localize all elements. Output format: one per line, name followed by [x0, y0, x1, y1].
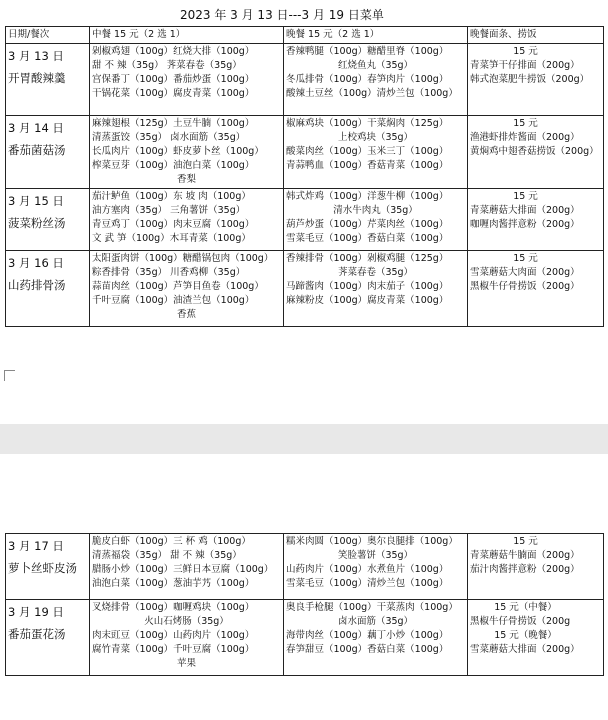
date-cell — [6, 116, 90, 189]
menu-title: 2023 年 3 月 13 日---3 月 19 日菜单 — [180, 8, 384, 22]
dinner-line: 雪菜毛豆（100g）清炒兰包（100g） — [286, 578, 449, 589]
day-soup: 开胃酸辣羹 — [8, 71, 66, 85]
noodle-line: 雪菜蘑菇大肉面（200g） — [470, 267, 580, 278]
page-break — [0, 424, 608, 454]
date-cell — [6, 44, 90, 116]
lunch-line: 千叶豆腐（100g）油渣兰包（100g） — [92, 295, 255, 306]
lunch-cell — [90, 44, 284, 116]
dinner-cell — [284, 189, 468, 251]
dinner-line: 马蹄酱肉（100g）肉末茄子（100g） — [286, 281, 449, 292]
lunch-line: 干锅花菜（100g）腐皮青菜（100g） — [92, 88, 255, 99]
lunch-line: 腐竹青菜（100g）千叶豆腐（100g） — [92, 644, 255, 655]
dinner-line: 糯米肉圆（100g）奥尔良腿排（100g） — [286, 536, 458, 547]
noodle-line: 咖喱肉酱拌意粉（200g） — [470, 219, 580, 230]
date-cell — [6, 600, 90, 676]
lunch-line: 油泡白菜（100g）葱油芋艿（100g） — [92, 578, 255, 589]
lunch-line: 文 武 笋（100g）木耳青菜（100g） — [92, 233, 251, 244]
noodle-price: 15 元 — [513, 191, 538, 202]
noodle-line: 渔港虾排炸酱面（200g） — [470, 132, 580, 143]
noodle-cell — [468, 116, 604, 189]
lunch-cell — [90, 116, 284, 189]
lunch-cell — [90, 251, 284, 327]
noodle-line: 黑椒牛仔骨捞饭（200g） — [470, 281, 580, 292]
lunch-line: 麻辣翅根（125g）土豆牛腩（100g） — [92, 118, 255, 129]
day-date: 3 月 13 日 — [8, 49, 64, 63]
date-cell — [6, 534, 90, 600]
dinner-cell — [284, 534, 468, 600]
day-date: 3 月 19 日 — [8, 605, 64, 619]
lunch-line: 叉烧排骨（100g）咖喱鸡块（100g） — [92, 602, 255, 613]
lunch-line: 粽香排骨（35g） 川香鸡柳（35g） — [92, 267, 246, 278]
lunch-line: 腊肠小炒（100g）三鲜日本豆腐（100g） — [92, 564, 274, 575]
header-row — [6, 27, 604, 44]
lunch-line: 蒜苗肉丝（100g）芦笋目鱼卷（100g） — [92, 281, 264, 292]
noodle-line: 青菜笋干仔排面（200g） — [470, 60, 580, 71]
dinner-line: 卤水面筋（35g） — [337, 616, 414, 627]
dinner-line: 上校鸡块（35g） — [337, 132, 414, 143]
dinner-line: 香辣排骨（100g）剁椒鸡腿（125g） — [286, 253, 449, 264]
dinner-line: 酸菜肉丝（100g）玉米三丁（100g） — [286, 146, 449, 157]
day-row — [6, 534, 604, 600]
noodle-price: 15 元 — [513, 253, 538, 264]
noodle-cell — [468, 534, 604, 600]
noodle-line: 韩式泡菜肥牛捞饭（200g） — [470, 74, 590, 85]
dinner-line: 笑脸薯饼（35g） — [337, 550, 414, 561]
day-soup: 山药排骨汤 — [8, 278, 66, 292]
noodle-line: 雪菜蘑菇大排面（200g） — [470, 644, 580, 655]
day-row — [6, 116, 604, 189]
noodle-line: 青菜蘑菇大排面（200g） — [470, 205, 580, 216]
noodle-cell — [468, 44, 604, 116]
noodle-cell — [468, 251, 604, 327]
dinner-line: 麻辣粉皮（100g）腐皮青菜（100g） — [286, 295, 449, 306]
noodle-price: 15 元 — [513, 536, 538, 547]
dinner-line: 冬瓜排骨（100g）春笋肉片（100g） — [286, 74, 449, 85]
dinner-line: 雪菜毛豆（100g）香菇白菜（100g） — [286, 233, 449, 244]
lunch-line: 肉末豇豆（100g）山药肉片（100g） — [92, 630, 255, 641]
noodle-line: 茄汁肉酱拌意粉（200g） — [470, 564, 580, 575]
dinner-line: 荠菜春卷（35g） — [337, 267, 414, 278]
day-soup: 番茄菌菇汤 — [8, 143, 66, 157]
lunch-cell — [90, 189, 284, 251]
day-date: 3 月 15 日 — [8, 194, 64, 208]
menu-table-page2 — [5, 533, 604, 676]
date-cell — [6, 251, 90, 327]
lunch-cell — [90, 600, 284, 676]
day-row — [6, 189, 604, 251]
dinner-line: 清水牛肉丸（35g） — [333, 205, 418, 216]
menu-table-page1 — [5, 26, 604, 327]
day-row — [6, 251, 604, 327]
lunch-line: 清蒸蛋饺（35g） 卤水面筋（35g） — [92, 132, 246, 143]
lunch-line: 甜 不 辣（35g） 荠菜春卷（35g） — [92, 60, 242, 71]
page-corner-mark — [4, 370, 15, 381]
dinner-line: 酸辣土豆丝（100g）清炒兰包（100g） — [286, 88, 458, 99]
day-soup: 萝卜丝虾皮汤 — [8, 561, 77, 575]
dinner-line: 山药肉片（100g）水煮鱼片（100g） — [286, 564, 449, 575]
dinner-line: 青蒜鸭血（100g）香菇青菜（100g） — [286, 160, 449, 171]
lunch-line: 宫保番丁（100g）番茄炒蛋（100g） — [92, 74, 255, 85]
dinner-line: 椒麻鸡块（100g）干菜焖肉（125g） — [286, 118, 449, 129]
lunch-line: 剁椒鸡翅（100g）红烧大排（100g） — [92, 46, 255, 57]
header-dinner: 晚餐 15 元（2 选 1） — [284, 27, 468, 44]
noodle-price: 15 元 — [513, 46, 538, 57]
dinner-cell — [284, 116, 468, 189]
header-noodle: 晚餐面条、捞饭 — [468, 27, 604, 44]
dinner-line: 奥良手枪腿（100g）干菜蒸肉（100g） — [286, 602, 458, 613]
lunch-line: 太阳蛋肉饼（100g）糖醋锅包肉（100g） — [92, 253, 274, 264]
lunch-fruit: 香蕉 — [176, 309, 196, 320]
dinner-line: 葫芦炒蛋（100g）芹菜肉丝（100g） — [286, 219, 449, 230]
dinner-line: 香辣鸭腿（100g）糖醋里脊（100g） — [286, 46, 449, 57]
date-cell — [6, 189, 90, 251]
noodle-line: 青菜蘑菇牛腩面（200g） — [470, 550, 580, 561]
dinner-line: 春笋甜豆（100g）香菇白菜（100g） — [286, 644, 449, 655]
noodle-cell — [468, 600, 604, 676]
noodle-price: 15 元（晚餐） — [494, 630, 557, 641]
day-date: 3 月 17 日 — [8, 539, 64, 553]
lunch-fruit: 苹果 — [176, 658, 196, 669]
dinner-line: 红烧鱼丸（35g） — [337, 60, 414, 71]
day-soup: 番茄蛋花汤 — [8, 627, 66, 641]
dinner-cell — [284, 600, 468, 676]
day-date: 3 月 14 日 — [8, 121, 64, 135]
header-lunch: 中餐 15 元（2 选 1） — [90, 27, 284, 44]
day-row — [6, 600, 604, 676]
lunch-line: 茄汁鲈鱼（100g）东 坡 肉（100g） — [92, 191, 251, 202]
lunch-line: 火山石烤肠（35g） — [144, 616, 229, 627]
lunch-cell — [90, 534, 284, 600]
dinner-cell — [284, 44, 468, 116]
noodle-line: 黑椒牛仔骨捞饭（200g — [470, 616, 571, 627]
lunch-line: 长瓜肉片（100g）虾皮萝卜丝（100g） — [92, 146, 264, 157]
day-row — [6, 44, 604, 116]
noodle-line: 黄焖鸡中翅香菇捞饭（200g） — [470, 146, 599, 157]
day-soup: 菠菜粉丝汤 — [8, 216, 66, 230]
noodle-price: 15 元（中餐） — [494, 602, 557, 613]
lunch-line: 榨菜豆芽（100g）油泡白菜（100g） — [92, 160, 255, 171]
dinner-cell — [284, 251, 468, 327]
noodle-cell — [468, 189, 604, 251]
day-date: 3 月 16 日 — [8, 256, 64, 270]
dinner-line: 海带肉丝（100g）藕丁小炒（100g） — [286, 630, 449, 641]
lunch-fruit: 香梨 — [176, 174, 196, 185]
noodle-price: 15 元 — [513, 118, 538, 129]
dinner-line: 韩式炸鸡（100g）洋葱牛柳（100g） — [286, 191, 449, 202]
lunch-line: 脆皮白虾（100g）三 杯 鸡（100g） — [92, 536, 251, 547]
header-date: 日期/餐次 — [6, 27, 90, 44]
lunch-line: 油方塞肉（35g） 三角薯饼（35g） — [92, 205, 246, 216]
lunch-line: 青豆鸡丁（100g）肉末豆腐（100g） — [92, 219, 255, 230]
lunch-line: 清蒸福袋（35g） 甜 不 辣（35g） — [92, 550, 242, 561]
